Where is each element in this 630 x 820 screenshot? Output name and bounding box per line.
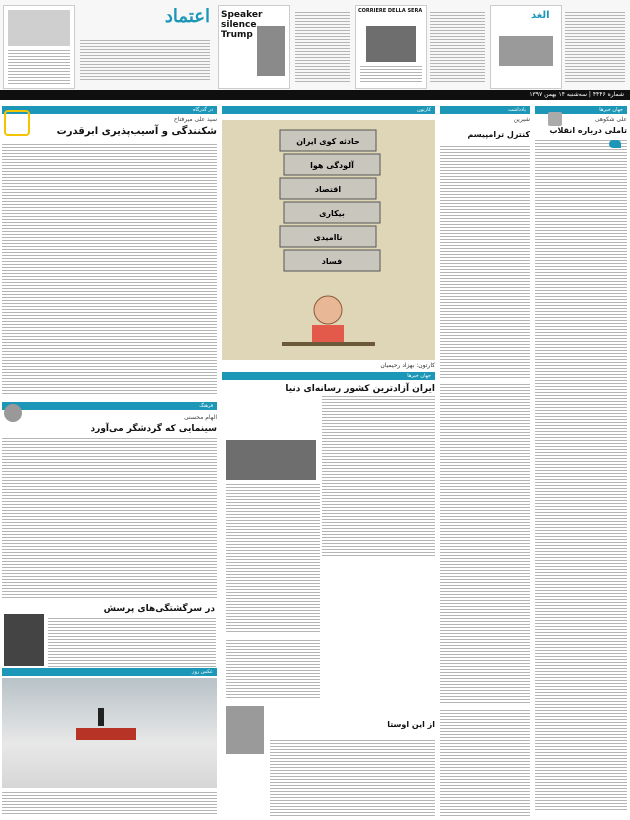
right-col-body bbox=[535, 140, 627, 810]
cinema-body bbox=[2, 438, 217, 598]
iran-tag: جهان خبرها bbox=[222, 372, 435, 380]
iran-title: ایران آزادترین کشور رسانه‌ای دنیا bbox=[285, 384, 435, 394]
person-figure bbox=[98, 708, 104, 726]
sargashti-body bbox=[48, 618, 216, 668]
ostrava-title: از این اوستا bbox=[387, 720, 435, 729]
quote-icon bbox=[609, 140, 621, 148]
thumb-4-text bbox=[565, 12, 625, 82]
book-label-3: بیکاری bbox=[319, 209, 345, 218]
author-photo bbox=[548, 112, 562, 126]
red-structure bbox=[76, 728, 136, 740]
cinema-author: الهام محسنی bbox=[184, 414, 217, 421]
photo-two-men bbox=[226, 440, 316, 480]
section-tag-right: جهان خبرها bbox=[535, 106, 627, 114]
photo-tag: عکس روز bbox=[2, 668, 217, 676]
author-right: علی شکوهی bbox=[594, 116, 627, 123]
sargashti-title: در سرگشتگی‌های پرسش bbox=[103, 604, 215, 614]
masthead bbox=[0, 0, 630, 100]
mid-col-body-3 bbox=[440, 710, 530, 816]
ground bbox=[282, 342, 375, 346]
cartoon-tag: کارتون bbox=[222, 106, 435, 114]
mid-col-body bbox=[440, 146, 530, 380]
mid-col-body-2 bbox=[440, 384, 530, 704]
opinion-tag: در گذرگاه bbox=[2, 106, 217, 114]
page-thumb-4[interactable]: الغد bbox=[490, 5, 562, 89]
section-tag-mid: یادداشت bbox=[440, 106, 530, 114]
culture-tag: فرهنگ bbox=[2, 402, 217, 410]
center-left-author: سید علی میرفتاح bbox=[173, 116, 217, 123]
mid-title: کنترل ترامپیسم bbox=[467, 130, 530, 139]
logo: اعتماد bbox=[164, 6, 210, 27]
thumb-2-text bbox=[295, 12, 350, 82]
photo-of-day bbox=[2, 678, 217, 788]
book-label-5: فساد bbox=[321, 257, 343, 266]
cartoon-svg bbox=[222, 120, 435, 360]
cartoon-image bbox=[222, 120, 435, 360]
book-cover bbox=[4, 614, 44, 666]
page-thumb-1[interactable] bbox=[3, 5, 75, 89]
iran-body-2 bbox=[226, 484, 320, 634]
author-mid: شیرین bbox=[513, 116, 530, 123]
ostrava-body-2 bbox=[270, 740, 435, 816]
right-title: تاملی درباره انقلاب bbox=[549, 126, 627, 135]
center-left-title: شکنندگی و آسیب‌پذیری ابرقدرت bbox=[56, 126, 217, 137]
cartoon-caption: کارتون: بهزاد رحیمیان bbox=[380, 362, 435, 369]
thumb-3-text bbox=[430, 12, 485, 82]
date-bar: شماره ۴۴۴۶ | سه‌شنبه ۱۴ بهمن ۱۳۹۷ bbox=[0, 90, 630, 100]
portrait-photo bbox=[226, 706, 264, 754]
iran-body-1 bbox=[322, 396, 435, 556]
page-thumb-2[interactable]: Speaker silence Trump bbox=[218, 5, 290, 89]
ostrava-body-1 bbox=[226, 640, 320, 700]
masthead-info bbox=[80, 40, 210, 80]
man-head bbox=[314, 296, 342, 324]
book-label-2: اقتصاد bbox=[314, 185, 342, 194]
center-left-body bbox=[2, 144, 217, 394]
page-thumb-3[interactable]: CORRIERE DELLA SERA bbox=[355, 5, 427, 89]
book-label-0: حادثه کوی ایران bbox=[296, 137, 360, 146]
cinema-title: سینمایی که گردشگر می‌آورد bbox=[90, 424, 217, 434]
book-label-1: آلودگی هوا bbox=[310, 161, 354, 170]
book-label-4: ناامیدی bbox=[313, 233, 343, 242]
man-shirt bbox=[312, 325, 344, 343]
photo-caption bbox=[2, 792, 217, 816]
